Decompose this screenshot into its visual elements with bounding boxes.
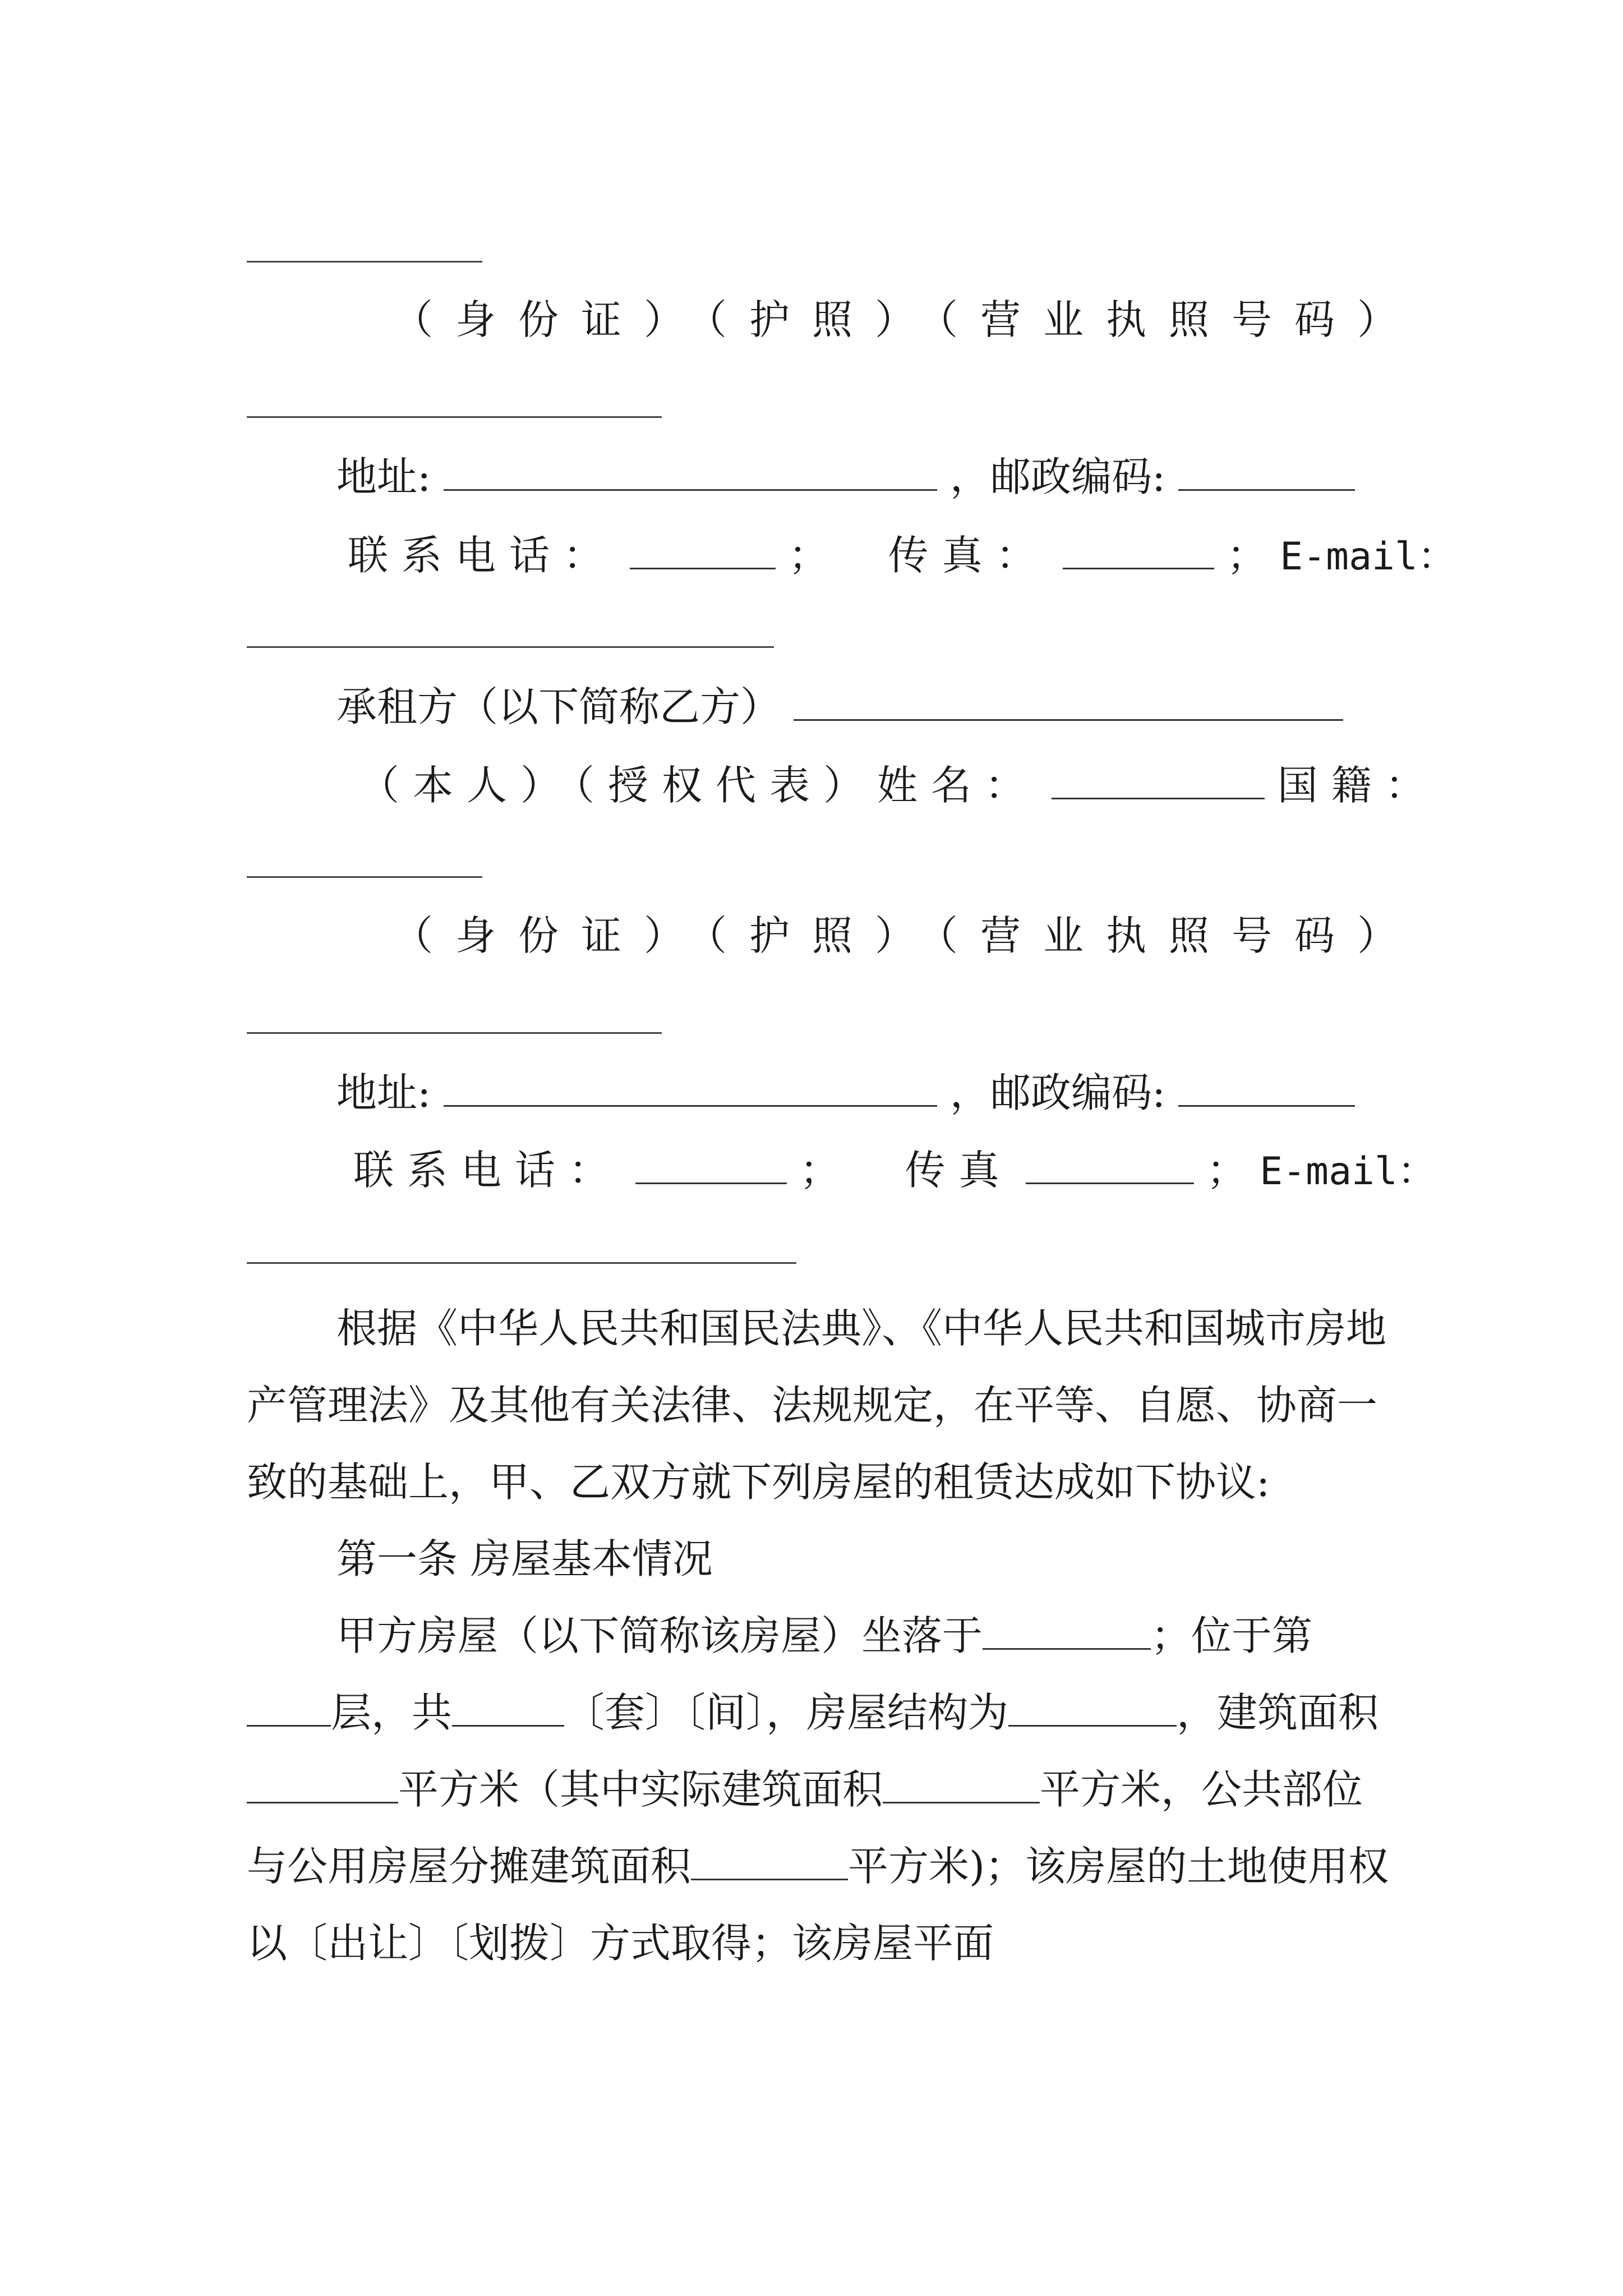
lessee-name-blank — [794, 679, 1343, 721]
area-blank — [247, 1761, 398, 1803]
postal-label: ，邮政编码: — [950, 453, 1166, 500]
floor-blank — [247, 1685, 331, 1727]
lessor-id-label: （身份证）（护照）（营业执照号码） — [393, 296, 1421, 343]
fax-blank — [1026, 1142, 1194, 1184]
fax-label: 传真 — [905, 1147, 1013, 1194]
lessee-address-row — [336, 1065, 1391, 1120]
blank-line — [247, 646, 774, 648]
phone-blank — [635, 1142, 787, 1184]
phone-label: 联系电话： — [348, 532, 617, 579]
email-label: E-mail： — [1260, 1149, 1436, 1194]
blank-line — [247, 876, 482, 878]
blank-line — [247, 416, 662, 418]
structure-blank — [1008, 1685, 1177, 1727]
article-1-paragraph: 甲方房屋（以下简称该房屋）坐落于 ；位于第层，共 〔套〕〔间〕，房屋结构为 ，建筑面积平方米（其中实际建筑面积 平方米，公共部位与公用房屋分摊建筑面积 平方米)；该房屋的土地使用权以〔出让〕〔划拨〕方式取得；该房屋平面 — [247, 1598, 1391, 1982]
lessee-id-row — [393, 909, 1421, 963]
postal-label: ，邮政编码: — [950, 1069, 1166, 1116]
lessee-id-label: （身份证）（护照）（营业执照号码） — [393, 912, 1421, 959]
blank-line — [247, 1262, 796, 1264]
email-label: E-mail： — [1280, 535, 1456, 579]
units-blank — [452, 1685, 564, 1727]
separator: ； — [1227, 532, 1267, 579]
lessee-title-row — [336, 679, 1391, 734]
actual-area-blank — [883, 1761, 1040, 1803]
name-blank — [1052, 757, 1265, 799]
address-label: 地址: — [336, 1069, 431, 1116]
postal-blank — [1178, 1065, 1355, 1107]
separator: ； — [788, 532, 829, 579]
location-blank — [983, 1608, 1151, 1650]
lessor-id-row — [393, 293, 1421, 347]
article-1-title: 第一条 房屋基本情况 — [336, 1535, 713, 1582]
separator: ； — [1206, 1147, 1247, 1194]
postal-blank — [1178, 449, 1355, 491]
contract-body — [247, 1290, 1391, 1982]
lessee-contact-row — [353, 1142, 1436, 1199]
lessee-name-row — [359, 757, 1439, 812]
shared-area-blank — [691, 1838, 848, 1880]
address-blank — [444, 1065, 937, 1107]
separator: ； — [799, 1147, 840, 1194]
fax-blank — [1063, 527, 1214, 569]
phone-label: 联系电话： — [353, 1147, 623, 1194]
lessor-address-row — [336, 449, 1391, 504]
fax-label: 传真： — [888, 532, 1050, 579]
address-label: 地址: — [336, 453, 431, 500]
address-blank — [444, 449, 937, 491]
nationality-label: 国籍： — [1277, 762, 1439, 809]
preamble-paragraph: 根据《中华人民共和国民法典》、《中华人民共和国城市房地产管理法》及其他有关法律、法规规定，在平等、自愿、协商一致的基础上，甲、乙双方就下列房屋的租赁达成如下协议: — [247, 1305, 1387, 1506]
lessee-title: 承租方（以下简称乙方） — [336, 683, 781, 730]
blank-line — [247, 261, 482, 263]
blank-line — [247, 1032, 662, 1034]
name-label: （本人）（授权代表）姓名： — [359, 762, 1039, 809]
phone-blank — [630, 527, 776, 569]
lessor-contact-row — [348, 527, 1456, 584]
